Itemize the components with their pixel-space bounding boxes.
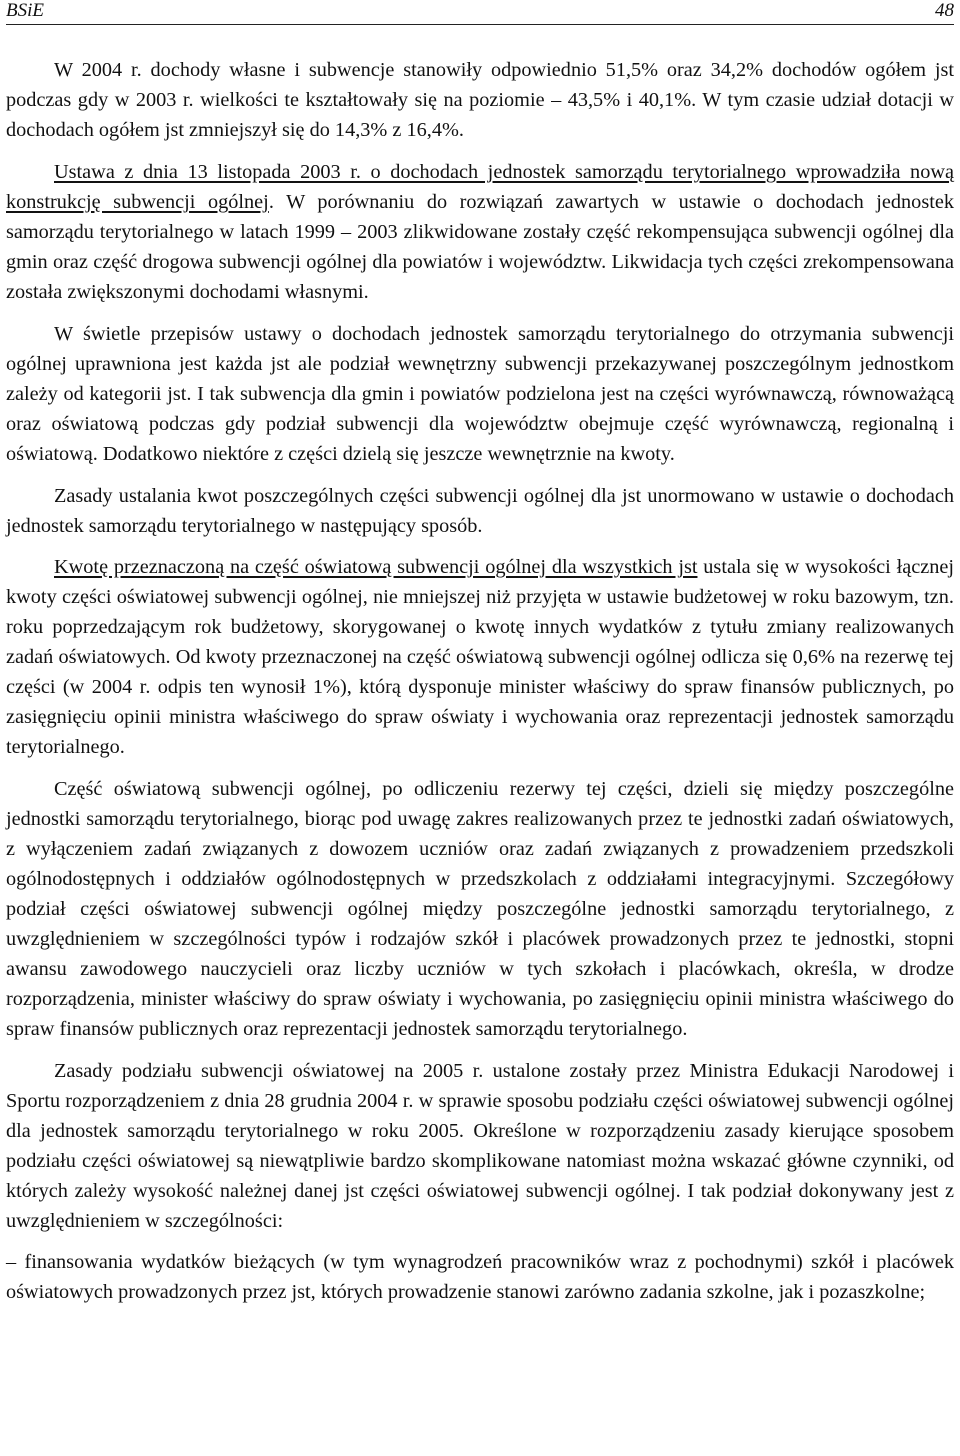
underlined-statute-reference: Ustawa z dnia 13 listopada 2003 r. o dochodach jednostek samorządu terytorialnego wprowadziła nową konstrukcję subwencji ogólnej (6, 161, 954, 213)
paragraph-5 (6, 552, 954, 762)
paragraph-2-text: . W porównaniu do rozwiązań zawartych w ustawie o dochodach jednostek samorządu terytorialnego w latach 1999 – 2003 zlikwidowane zostały część rekompensująca subwencji ogólnej dla gmin oraz część drogowa subwencji ogólnej dla powiatów i województw. Likwidacja tych części zrekompensowana została zwiększonymi dochodami własnymi. (6, 191, 954, 303)
paragraph-5-text: ustala się w wysokości łącznej kwoty części oświatowej subwencji ogólnej, nie mniejszej niż przyjęta w ustawie budżetowej w roku bazowym, tzn. roku poprzedzającym rok budżetowy, skorygowanej o kwotę innych wydatków z tytułu zmiany realizowanych zadań oświatowych. Od kwoty przeznaczonej na część oświatową subwencji ogólnej odlicza się 0,6% na rezerwę tej części (w 2004 r. odpis ten wynosił 1%), którą dysponuje minister właściwy do spraw finansów publicznych, po zasięgnięciu opinii ministra właściwego do spraw oświaty i wychowania oraz reprezentacji jednostek samorządu terytorialnego. (6, 556, 954, 758)
paragraph-4: Zasady ustalania kwot poszczególnych części subwencji ogólnej dla jst unormowano w ustawie o dochodach jednostek samorządu terytorialnego w następujący sposób. (6, 485, 954, 537)
body-text (6, 55, 954, 1307)
paragraph-6: Część oświatową subwencji ogólnej, po odliczeniu rezerwy tej części, dzieli się między poszczególne jednostki samorządu terytorialnego, biorąc pod uwagę zakres realizowanych przez te jednostki zadań oświatowych, z wyłączeniem zadań związanych z dowozem uczniów oraz zadań związanych z prowadzeniem przedszkoli ogólnodostępnych i oddziałów ogólnodostępnych w przedszkolach z oddziałami integracyjnymi. Szczegółowy podział części oświatowej subwencji ogólnej między poszczególne jednostki samorządu terytorialnego, z uwzględnieniem w szczególności typów i rodzajów szkół i placówek prowadzonych przez te jednostki, stopni awansu zawodowego nauczycieli oraz liczby uczniów w tych szkołach i placówkach, określa, w drodze rozporządzenia, minister właściwy do spraw oświaty i wychowania, po zasięgnięciu opinii ministra właściwego do spraw finansów publicznych oraz reprezentacji jednostek samorządu terytorialnego. (6, 778, 954, 1040)
journal-abbreviation: BSiE (6, 0, 44, 21)
running-header (6, 0, 954, 25)
page-number: 48 (935, 0, 954, 21)
paragraph-2 (6, 157, 954, 307)
paragraph-1: W 2004 r. dochody własne i subwencje stanowiły odpowiednio 51,5% oraz 34,2% dochodów ogółem jst podczas gdy w 2003 r. wielkości te kształtowały się na poziomie – 43,5% i 40,1%. W tym czasie udział dotacji w dochodach ogółem jst zmniejszył się do 14,3% z 16,4%. (6, 59, 954, 141)
paragraph-7: Zasady podziału subwencji oświatowej na 2005 r. ustalone zostały przez Ministra Edukacji Narodowej i Sportu rozporządzeniem z dnia 28 grudnia 2004 r. w sprawie sposobu podziału części oświatowej subwencji ogólnej dla jednostek samorządu terytorialnego w roku 2005. Określone w rozporządzeniu zasady kierujące sposobem podziału części oświatowej są niewątpliwie bardzo skomplikowane natomiast można wskazać główne czynniki, od których zależy wysokość należnej danej jst części oświatowej subwencji ogólnej. I tak podział dokonywany jest z uwzględnieniem w szczególności: (6, 1060, 954, 1232)
underlined-heading-phrase: Kwotę przeznaczoną na część oświatową subwencji ogólnej dla wszystkich jst (54, 556, 698, 578)
paragraph-3: W świetle przepisów ustawy o dochodach jednostek samorządu terytorialnego do otrzymania subwencji ogólnej uprawniona jest każda jst ale podział wewnętrzny subwencji przekazywanej poszczególnym jednostkom zależy od kategorii jst. I tak subwencja dla gmin i powiatów podzielona jest na części wyrównawczą, równoważącą oraz oświatową podczas gdy podział subwencji dla województw obejmuje część wyrównawczą, regionalną i oświatową. Dodatkowo niektóre z części dzielą się jeszcze wewnętrznie na kwoty. (6, 323, 954, 465)
list-item-dash: – finansowania wydatków bieżących (w tym wynagrodzeń pracowników wraz z pochodnymi) szkół i placówek oświatowych prowadzonych przez jst, których prowadzenie stanowi zarówno zadania szkolne, jak i pozaszkolne; (6, 1251, 954, 1303)
